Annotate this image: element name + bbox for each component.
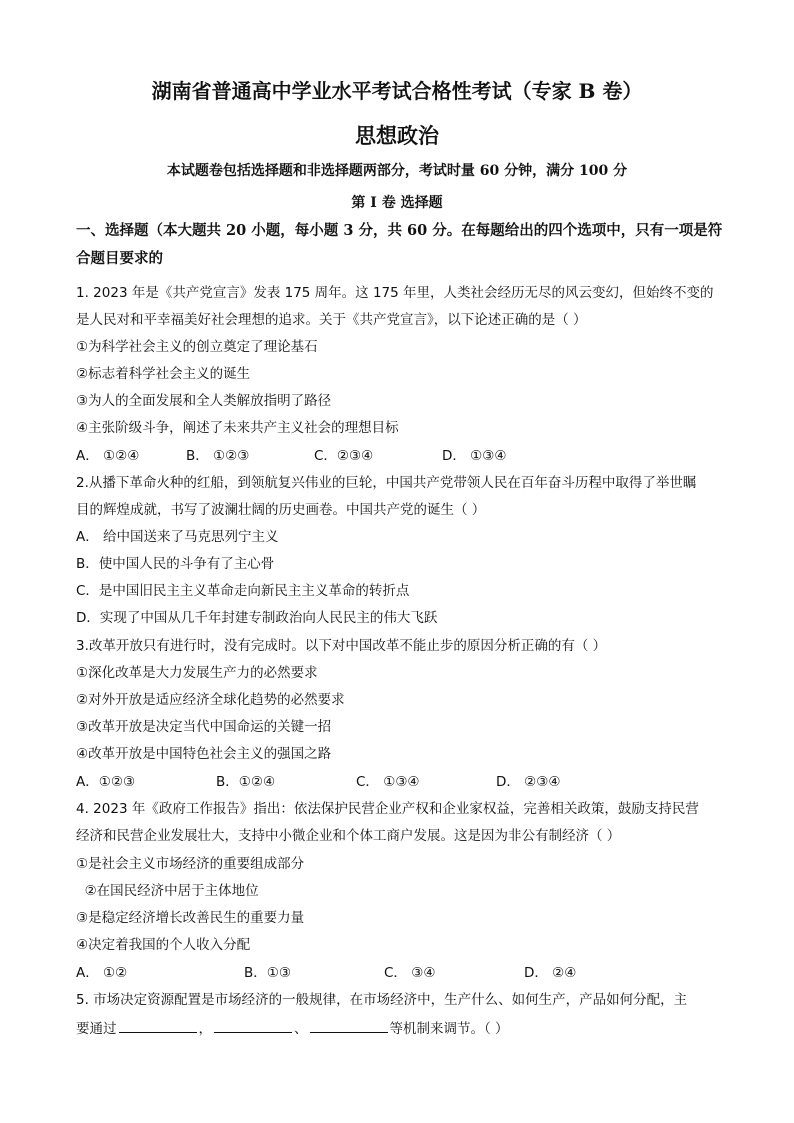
q3-stem-line-1: 3.改革开放只有进行时，没有完成时。以下对中国改革不能止步的原因分析正确的有（ ） <box>76 638 607 654</box>
q1-item-2: ②标志着科学社会主义的诞生 <box>76 366 251 382</box>
q2-choice-c[interactable]: C．是中国旧民主主义革命走向新民主主义革命的转折点 <box>76 583 410 599</box>
q2-choice-d[interactable]: D．实现了中国从几千年封建专制政治向人民民主的伟大飞跃 <box>76 610 438 626</box>
q1-item-3: ③为人的全面发展和全人类解放指明了路径 <box>76 393 332 409</box>
q1-stem-line-1: 1. 2023 年是《共产党宣言》发表 175 周年。这 175 年里，人类社会经历无尽的风云变幻，但始终不变的 <box>76 285 714 301</box>
q1-option-d[interactable]: D． ①③④ <box>442 448 507 464</box>
q3-option-a[interactable]: A．①②③ <box>76 774 136 790</box>
q5-sep-2: 、 <box>294 1021 308 1037</box>
q5-blank-3[interactable] <box>310 1018 388 1033</box>
q1-option-c[interactable]: C．②③④ <box>314 448 374 464</box>
q3-option-c[interactable]: C． ①③④ <box>356 774 420 790</box>
q2-choice-a[interactable]: A． 给中国送来了马克思列宁主义 <box>76 529 279 545</box>
q4-option-a[interactable]: A． ①② <box>76 965 128 981</box>
q1-option-b[interactable]: B． ①②③ <box>186 448 250 464</box>
q4-options <box>76 964 576 982</box>
q4-option-b[interactable]: B．①③ <box>244 965 291 981</box>
q4-stem-line-2: 经济和民营企业发展壮大，支持中小微企业和个体工商户发展。这是因为非公有制经济（ ） <box>76 828 621 844</box>
q2-stem-line-2: 目的辉煌成就，书写了波澜壮阔的历史画卷。中国共产党的诞生（ ） <box>76 502 486 518</box>
q4-item-2: ②在国民经济中居于主体地位 <box>76 883 259 899</box>
q2-choice-b[interactable]: B．使中国人民的斗争有了主心骨 <box>76 556 275 572</box>
q4-stem-line-1: 4. 2023 年《政府工作报告》指出：依法保护民营企业产权和企业家权益，完善相关政策，鼓励支持民营 <box>76 801 699 817</box>
q5-stem-start: 要通过 <box>76 1021 117 1037</box>
q5-stem-end: 等机制来调节。（ ） <box>389 1021 509 1037</box>
q3-options <box>76 773 561 791</box>
q5-blank-1[interactable] <box>119 1018 197 1033</box>
q4-option-c[interactable]: C． ③④ <box>384 965 436 981</box>
q4-item-1: ①是社会主义市场经济的重要组成部分 <box>76 856 305 872</box>
q1-options <box>76 447 507 465</box>
q3-option-d[interactable]: D． ②③④ <box>496 774 561 790</box>
q3-item-3: ③改革开放是决定当代中国命运的关键一招 <box>76 719 332 735</box>
q2-stem-line-1: 2.从播下革命火种的红船，到领航复兴伟业的巨轮，中国共产党带领人民在百年奋斗历程中取得了举世瞩 <box>76 475 697 491</box>
q4-option-d[interactable]: D． ②④ <box>524 965 577 981</box>
part-heading: 第 I 卷 选择题 <box>351 195 443 211</box>
q5-stem-line-1: 5. 市场决定资源配置是市场经济的一般规律，在市场经济中，生产什么、如何生产，产品如何分配，主 <box>76 992 688 1008</box>
exam-title: 湖南省普通高中学业水平考试合格性考试（专家 B 卷） <box>151 79 643 103</box>
q3-option-b[interactable]: B．①②④ <box>216 774 276 790</box>
q3-item-1: ①深化改革是大力发展生产力的必然要求 <box>76 665 318 681</box>
q4-item-4: ④决定着我国的个人收入分配 <box>76 937 251 953</box>
q3-item-4: ④改革开放是中国特色社会主义的强国之路 <box>76 746 332 762</box>
q5-blank-2[interactable] <box>214 1018 292 1033</box>
q1-stem-line-2: 是人民对和平幸福美好社会理想的追求。关于《共产党宣言》，以下论述正确的是（ ） <box>76 312 587 328</box>
q5-sep-1: ， <box>198 1021 212 1037</box>
section-heading: 一、选择题（本大题共 20 小题，每小题 3 分，共 60 分。在每题给出的四个选项中，只有一项是符合题目要求的 <box>76 222 723 267</box>
q3-item-2: ②对外开放是适应经济全球化趋势的必然要求 <box>76 692 345 708</box>
exam-instructions: 本试题卷包括选择题和非选择题两部分，考试时量 60 分钟，满分 100 分 <box>166 163 628 179</box>
q4-item-3: ③是稳定经济增长改善民生的重要力量 <box>76 910 305 926</box>
q5-stem-line-2 <box>76 1018 509 1038</box>
q1-item-1: ①为科学社会主义的创立奠定了理论基石 <box>76 339 318 355</box>
subject-title: 思想政治 <box>355 123 439 148</box>
q1-option-a[interactable]: A． ①②④ <box>76 448 140 464</box>
q1-item-4: ④主张阶级斗争，阐述了未来共产主义社会的理想目标 <box>76 420 399 436</box>
